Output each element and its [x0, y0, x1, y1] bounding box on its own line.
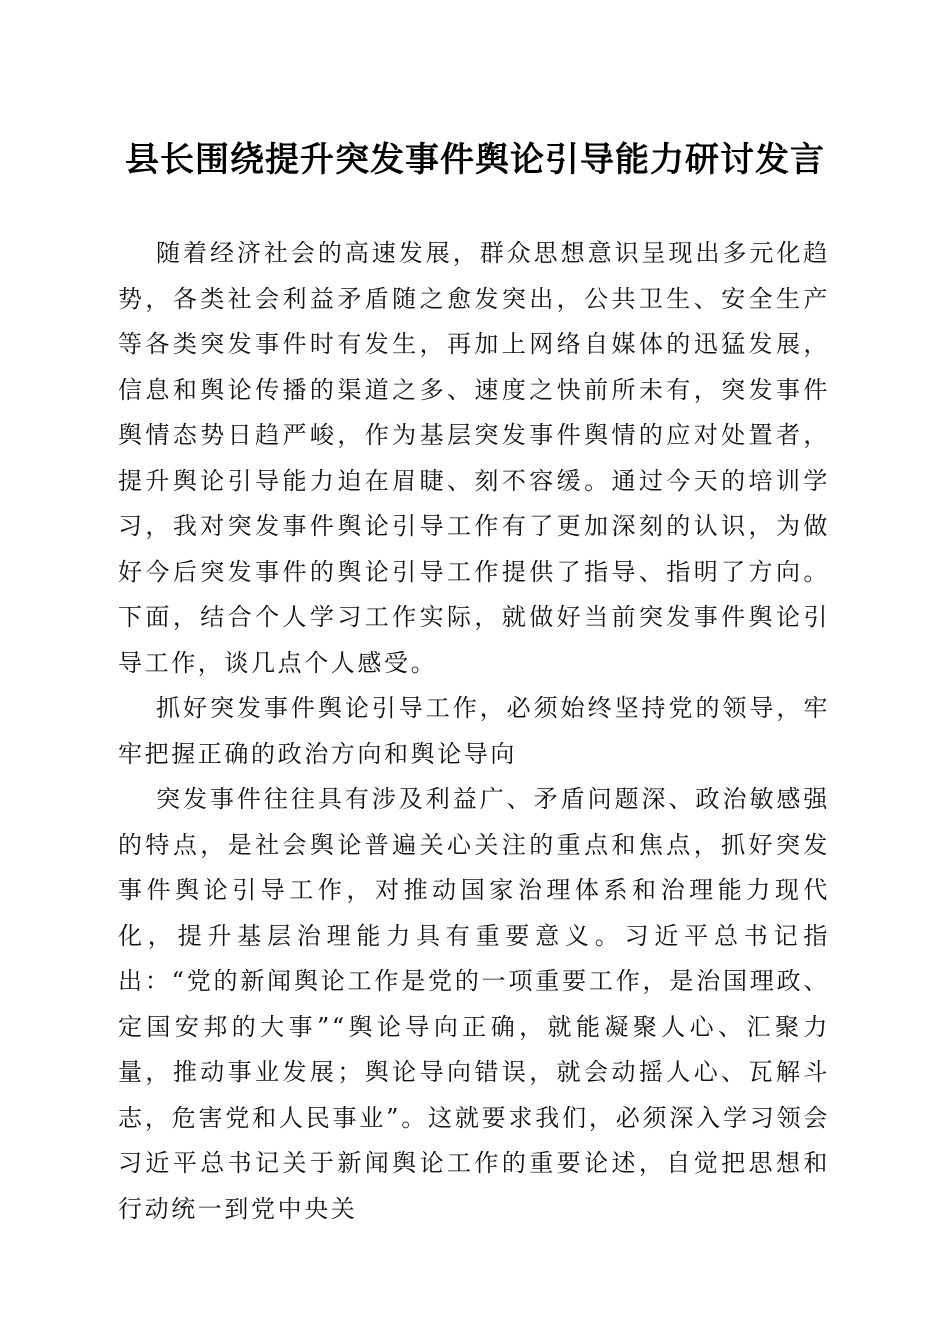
- document-body: [118, 231, 830, 1232]
- paragraph-heading-one: 抓好突发事件舆论引导工作，必须始终坚持党的领导，牢牢把握正确的政治方向和舆论导向: [118, 694, 830, 768]
- paragraph-body-one: 突发事件往往具有涉及利益广、矛盾问题深、政治敏感强的特点，是社会舆论普遍关心关注的重点和焦点，抓好突发事件舆论引导工作，对推动国家治理体系和治理能力现代化，提升基层治理能力具有重要意义。习近平总书记指出：“党的新闻舆论工作是党的一项重要工作，是治国理政、定国安邦的大事”“舆论导向正确，就能凝聚人心、汇聚力量，推动事业发展；舆论导向错误，就会动摇人心、瓦解斗志，危害党和人民事业”。这就要求我们，必须深入学习领会习近平总书记关于新闻舆论工作的重要论述，自觉把思想和行动统一到党中央关: [118, 785, 830, 1223]
- paragraph-intro: 随着经济社会的高速发展，群众思想意识呈现出多元化趋势，各类社会利益矛盾随之愈发突出，公共卫生、安全生产等各类突发事件时有发生，再加上网络自媒体的迅猛发展，信息和舆论传播的渠道之多、速度之快前所未有，突发事件舆情态势日趋严峻，作为基层突发事件舆情的应对处置者，提升舆论引导能力迫在眉睫、刻不容缓。通过今天的培训学习，我对突发事件舆论引导工作有了更加深刻的认识，为做好今后突发事件的舆论引导工作提供了指导、指明了方向。下面，结合个人学习工作实际，就做好当前突发事件舆论引导工作，谈几点个人感受。: [118, 239, 830, 677]
- document-title: 县长围绕提升突发事件舆论引导能力研讨发言: [125, 140, 825, 180]
